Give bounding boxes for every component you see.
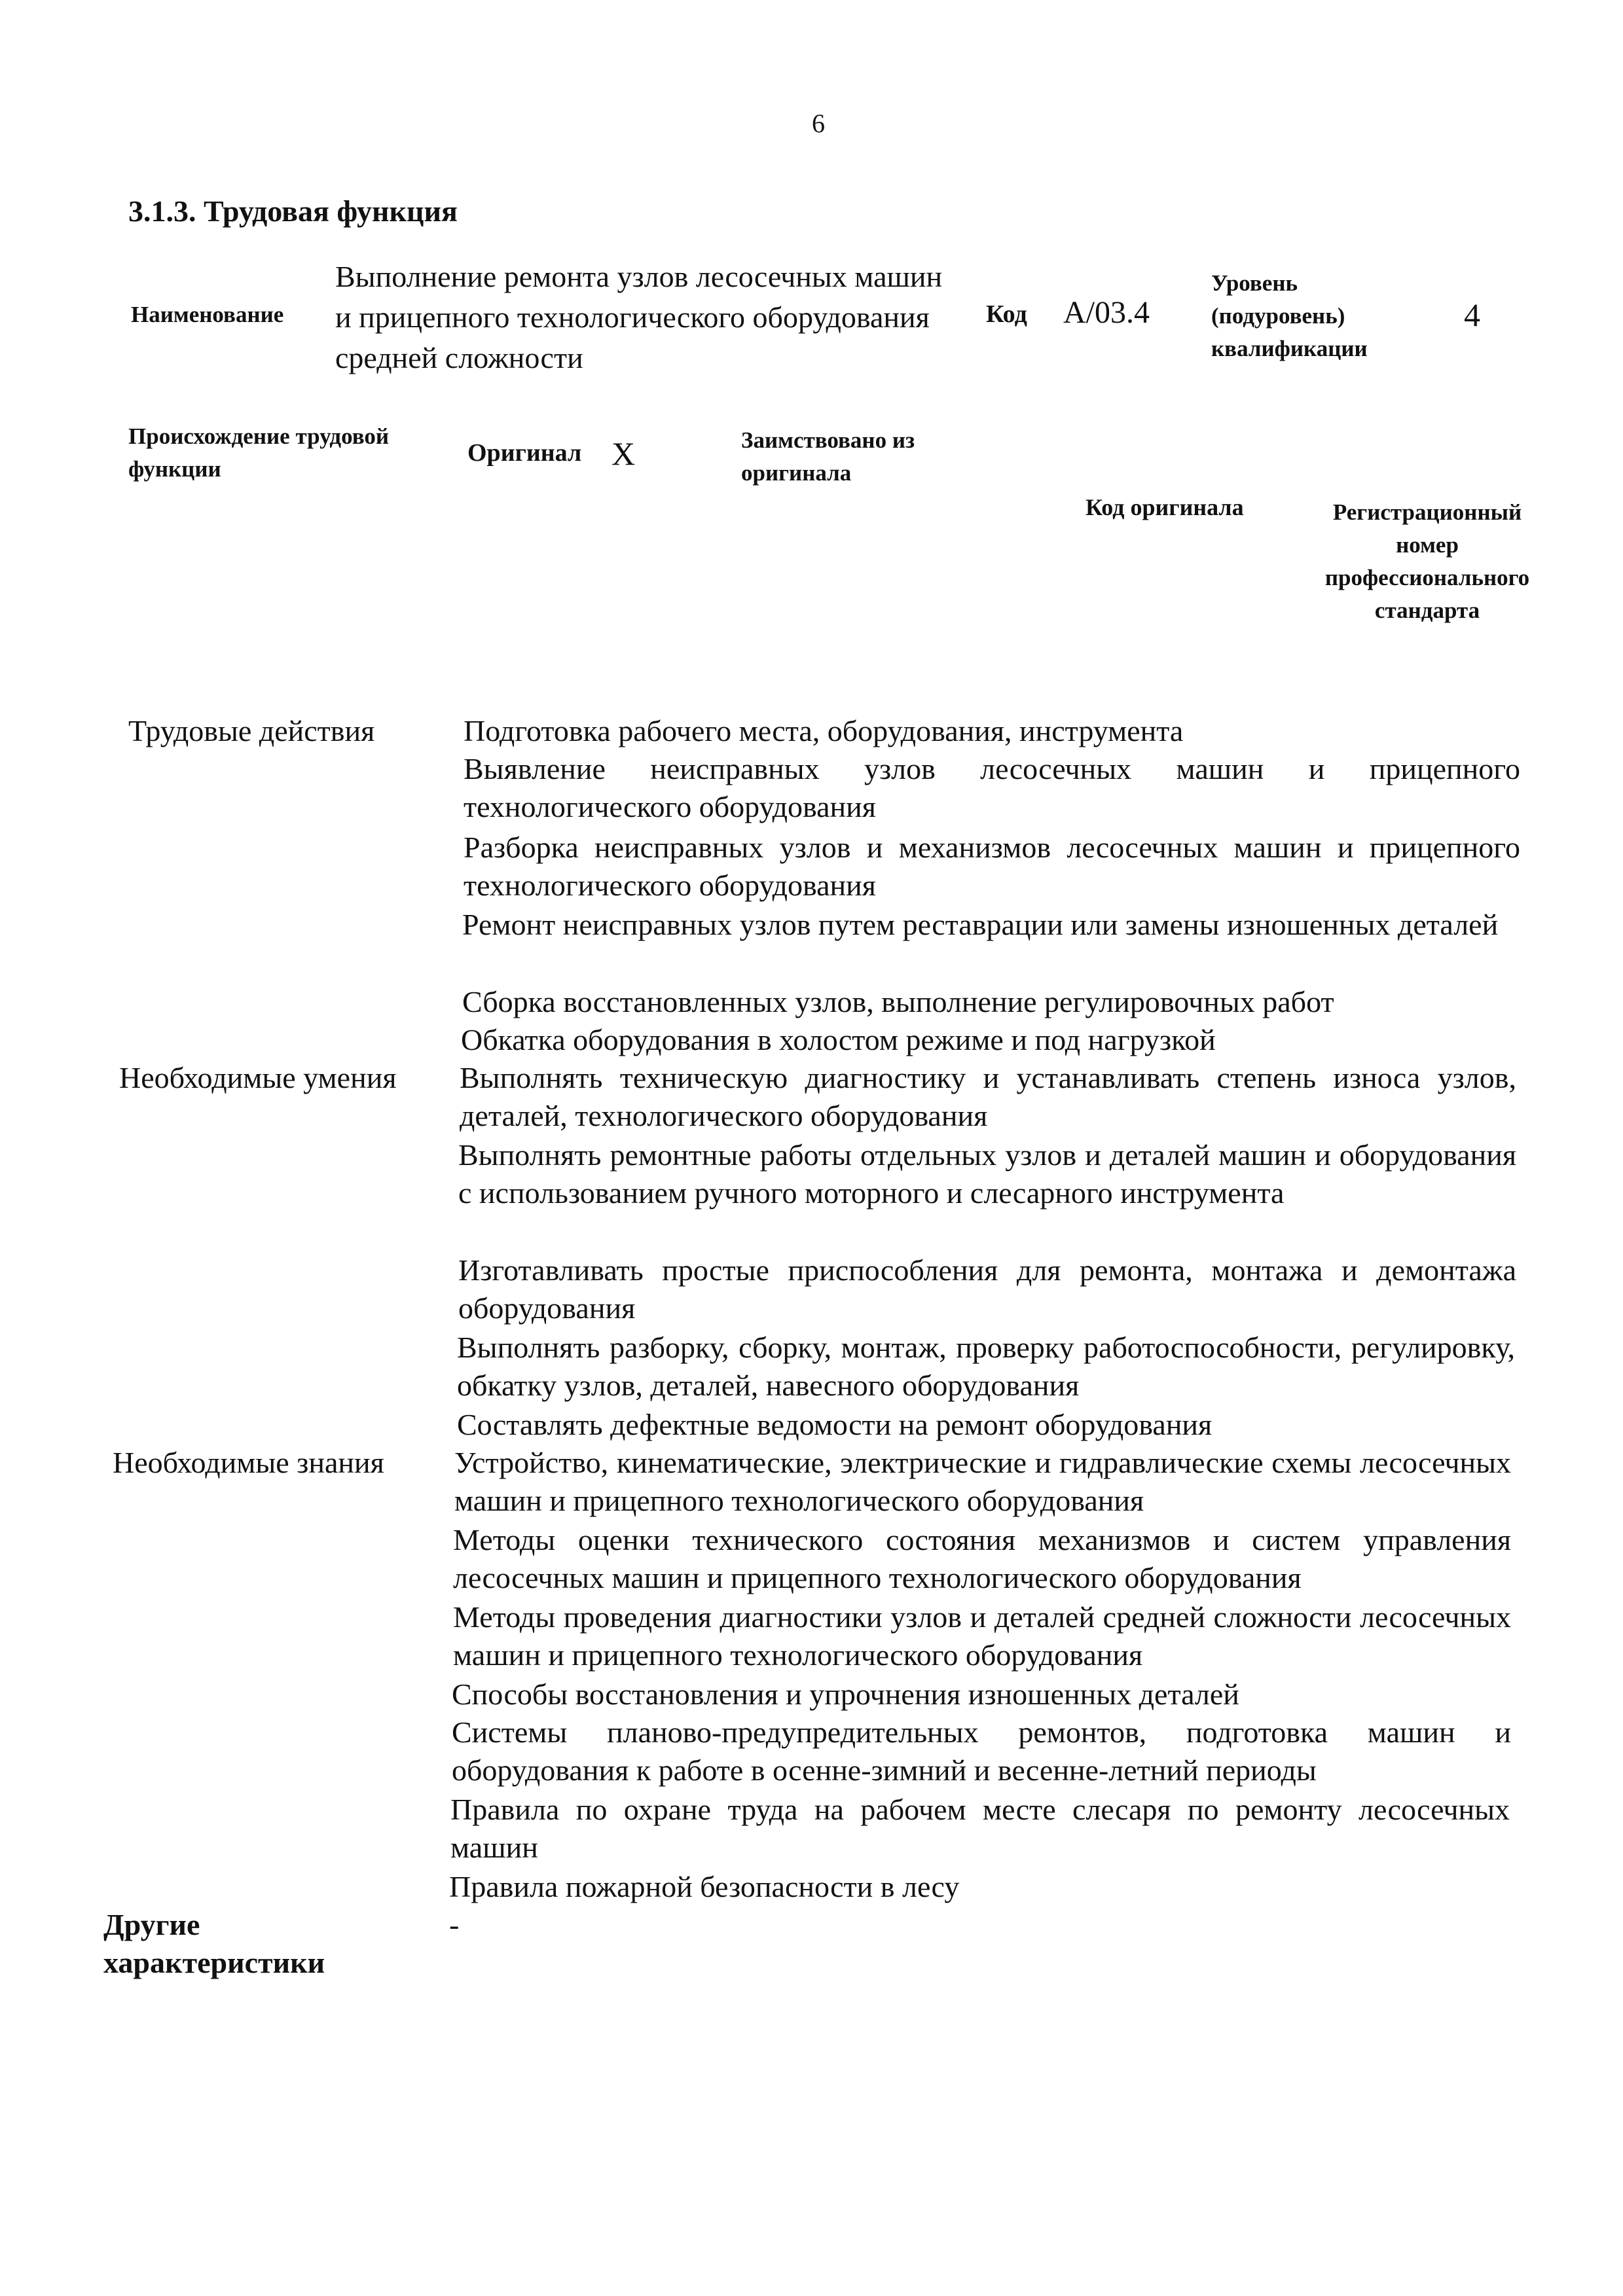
registration-number-label bbox=[1290, 496, 1565, 627]
function-name: Выполнение ремонта узлов лесосечных машин и прицепного технологического оборудования средней сложности bbox=[335, 260, 943, 374]
other-label-line: характеристики bbox=[103, 1946, 325, 1979]
other-label-line: Другие bbox=[103, 1908, 200, 1941]
borrowed-label-line: оригинала bbox=[741, 460, 852, 486]
other-characteristics-value: - bbox=[449, 1908, 460, 1941]
qualification-level-value: 4 bbox=[1464, 296, 1480, 333]
list-item: Подготовка рабочего места, оборудования, инструмента bbox=[464, 714, 1184, 747]
list-item: Разборка неисправных узлов и механизмов лесосечных машин и прицепного технологического оборудования bbox=[464, 831, 1520, 902]
code-value: А/03.4 bbox=[1063, 295, 1150, 330]
list-item: Составлять дефектные ведомости на ремонт оборудования bbox=[457, 1408, 1213, 1441]
other-characteristics-label bbox=[103, 1906, 325, 1982]
list-item: Системы планово-предупредительных ремонтов, подготовка машин и оборудования к работе в осенне-зимний и весенне-летний периоды bbox=[452, 1715, 1511, 1787]
list-item: Способы восстановления и упрочнения изношенных деталей bbox=[452, 1677, 1239, 1711]
list-item: Сборка восстановленных узлов, выполнение регулировочных работ bbox=[462, 985, 1334, 1018]
original-code-label: Код оригинала bbox=[1085, 494, 1244, 520]
origin-label-line: функции bbox=[128, 456, 221, 482]
list-item: Выполнять техническую диагностику и устанавливать степень износа узлов, деталей, технологического оборудования bbox=[460, 1061, 1516, 1132]
list-item: Методы оценки технического состояния механизмов и систем управления лесосечных машин и прицепного технологического оборудования bbox=[453, 1523, 1511, 1594]
level-label-line: квалификации bbox=[1211, 336, 1368, 361]
list-item: Ремонт неисправных узлов путем реставрации или замены изношенных деталей bbox=[462, 908, 1499, 941]
reg-number-line: стандарта bbox=[1374, 598, 1480, 623]
section-title: 3.1.3. Трудовая функция bbox=[128, 194, 458, 228]
list-item: Правила пожарной безопасности в лесу bbox=[449, 1870, 960, 1903]
origin-label bbox=[128, 420, 389, 486]
origin-label-line: Происхождение трудовой bbox=[128, 423, 390, 449]
borrowed-label bbox=[741, 424, 915, 490]
original-label: Оригинал bbox=[467, 439, 582, 467]
list-item: Устройство, кинематические, электрические и гидравлические схемы лесосечных машин и прицепного технологического оборудования bbox=[454, 1446, 1511, 1517]
page-number: 6 bbox=[812, 109, 825, 138]
reg-number-line: номер bbox=[1396, 532, 1459, 558]
list-item: Методы проведения диагностики узлов и деталей средней сложности лесосечных машин и прицепного технологического оборудования bbox=[453, 1600, 1511, 1672]
labor-actions-label: Трудовые действия bbox=[128, 714, 375, 747]
name-label: Наименование bbox=[131, 302, 284, 327]
list-item: Правила по охране труда на рабочем месте слесаря по ремонту лесосечных машин bbox=[450, 1793, 1510, 1864]
reg-number-line: Регистрационный bbox=[1332, 499, 1522, 525]
list-item: Выполнять ремонтные работы отдельных узлов и деталей машин и оборудования с использованием ручного моторного и слесарного инструмента bbox=[458, 1138, 1516, 1210]
required-skills-label: Необходимые умения bbox=[119, 1061, 397, 1094]
list-item: Выполнять разборку, сборку, монтаж, проверку работоспособности, регулировку, обкатку узлов, деталей, навесного оборудования bbox=[457, 1331, 1515, 1402]
original-mark: X bbox=[611, 435, 636, 472]
level-label-line: Уровень bbox=[1211, 270, 1298, 296]
list-item: Изготавливать простые приспособления для ремонта, монтажа и демонтажа оборудования bbox=[458, 1253, 1516, 1325]
qualification-level-label bbox=[1211, 267, 1368, 365]
list-item: Выявление неисправных узлов лесосечных машин и прицепного технологического оборудования bbox=[464, 752, 1520, 823]
borrowed-label-line: Заимствовано из bbox=[741, 427, 915, 453]
code-label: Код bbox=[986, 300, 1027, 328]
reg-number-line: профессионального bbox=[1324, 565, 1530, 590]
level-label-line: (подуровень) bbox=[1211, 303, 1345, 329]
list-item: Обкатка оборудования в холостом режиме и под нагрузкой bbox=[461, 1023, 1216, 1056]
required-knowledge-label: Необходимые знания bbox=[113, 1446, 384, 1479]
